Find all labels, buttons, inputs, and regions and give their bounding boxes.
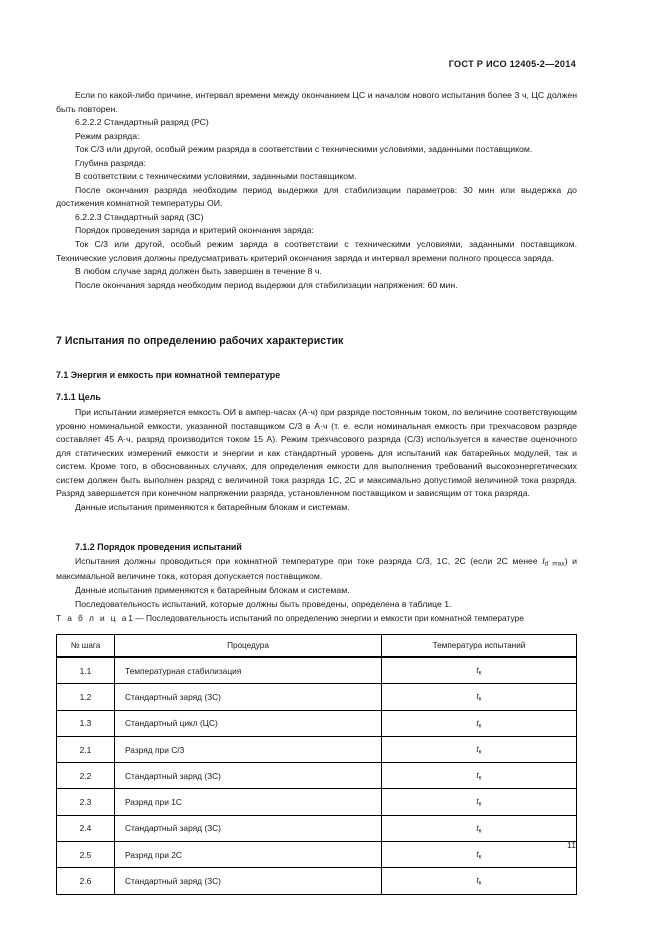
cell-step-number: 2.5	[57, 842, 115, 868]
temperature-variable-subscript: к	[478, 854, 482, 861]
cell-temperature	[382, 868, 577, 894]
paragraph-retest-interval: Если по какой-либо причине, интервал времени между окончанием ЦС и началом нового испытания более 3 ч, ЦС должен быть повторен.	[56, 90, 577, 114]
table-caption-number: 1	[128, 613, 133, 623]
temperature-variable	[476, 718, 481, 728]
temperature-variable-symbol: t	[476, 770, 479, 781]
temperature-variable-subscript: к	[478, 749, 482, 756]
cell-temperature	[382, 789, 577, 815]
cell-procedure: Разряд при С/3	[115, 736, 382, 762]
paragraph-711-purpose: При испытании измеряется емкость ОИ в ампер-часах (А·ч) при разряде постоянным током, по величине соответствующим уровню номинальной емкости, указанной поставщиком С/3 в А·ч (т. е. если номинальная емкость при трехчасовом разряде составляет 45 А·ч, разряд производится током 15 А). Режим трехчасового разряда (С/3) используется в качестве оценочного для статических измерений емкости и энергии и как стандартный уровень для испытаний как батарейных модулей, так и систем. Кроме того, в обоснованных случаях, для определения емкости для выполнения требований высокоэнергетических систем должен быть выполнен разряд с величиной тока разряда 1С, 2С и максимально допустимой величиной тока разряда. Разряд завершается при конечном напряжении разряда, установленном поставщиком и зависящим от тока разряда.	[56, 407, 577, 499]
temperature-variable-symbol: t	[476, 691, 479, 702]
cell-step-number: 2.4	[57, 815, 115, 841]
paragraph-group-712	[56, 541, 577, 611]
paragraph-discharge-current: Ток С/3 или другой, особый режим разряда в соответствии с техническими условиями, заданными поставщиком.	[75, 144, 533, 155]
table-header	[57, 635, 577, 658]
temperature-variable-symbol: t	[476, 849, 479, 860]
test-sequence-table-wrapper	[56, 634, 576, 895]
temperature-variable-subscript: к	[478, 828, 482, 835]
temperature-variable	[476, 849, 481, 859]
paragraph-depth-of-discharge-spec: В соответствии с техническими условиями, заданными поставщиком.	[75, 171, 357, 182]
cell-step-number: 2.3	[57, 789, 115, 815]
table-row	[57, 789, 577, 815]
current-variable-symbol: I	[542, 555, 545, 566]
table-row	[57, 684, 577, 710]
document-header-standard-number: ГОСТ Р ИСО 12405-2—2014	[448, 59, 576, 69]
heading-section-7-1-2-inline	[56, 541, 577, 555]
paragraph-711-applicability: Данные испытания применяются к батарейным блокам и системам.	[75, 501, 350, 512]
column-header-procedure: Процедура	[115, 635, 382, 657]
table-row	[57, 710, 577, 736]
paragraph-712-applicability: Данные испытания применяются к батарейным блокам и системам.	[75, 585, 350, 596]
cell-temperature	[382, 763, 577, 789]
table-caption-dash: —	[135, 613, 144, 623]
cell-procedure: Стандартный цикл (ЦС)	[115, 710, 382, 736]
paragraph-712-text-before: Испытания должны проводиться при комнатной температуре при токе разряда С/3, 1С, 2С (если 2С менее	[75, 555, 543, 566]
paragraph-depth-of-discharge-label: Глубина разряда:	[75, 157, 146, 168]
table-row	[57, 842, 577, 868]
temperature-variable-symbol: t	[476, 875, 479, 886]
cell-procedure: Разряд при 1С	[115, 789, 382, 815]
cell-procedure: Стандартный заряд (ЗС)	[115, 868, 382, 894]
cell-step-number: 2.2	[57, 763, 115, 789]
test-sequence-table	[56, 634, 577, 895]
cell-procedure: Стандартный заряд (ЗС)	[115, 763, 382, 789]
cell-temperature	[382, 815, 577, 841]
temperature-variable-subscript: к	[478, 722, 482, 729]
paragraph-712-test-conditions	[56, 555, 577, 584]
paragraph-rest-period-after-discharge: После окончания разряда необходим период выдержки для стабилизации параметров: 30 мин или выдержка до достижения комнатной температуры ОИ.	[56, 184, 577, 209]
cell-temperature	[382, 736, 577, 762]
temperature-variable	[476, 796, 481, 806]
temperature-variable	[476, 875, 481, 885]
table-row	[57, 815, 577, 841]
heading-section-7: 7 Испытания по определению рабочих характеристик	[56, 335, 344, 347]
paragraph-charge-procedure-label: Порядок проведения заряда и критерий окончания заряда:	[75, 225, 314, 236]
cell-step-number: 1.2	[57, 684, 115, 710]
current-variable	[542, 556, 565, 566]
paragraph-charge-duration: В любом случае заряд должен быть завершен в течение 8 ч.	[75, 266, 322, 277]
temperature-variable	[476, 823, 481, 833]
paragraph-rest-period-after-charge: После окончания заряда необходим период выдержки для стабилизации напряжения: 60 мин.	[75, 279, 458, 290]
paragraph-712-sequence-reference: Последовательность испытаний, которые должны быть проведены, определена в таблице 1.	[75, 598, 452, 609]
table-header-row	[57, 635, 577, 657]
table-row	[57, 658, 577, 684]
temperature-variable	[476, 691, 481, 701]
table-caption-label: Т а б л и ц а	[56, 613, 129, 623]
table-caption-text: Последовательность испытаний по определению энергии и емкости при комнатной температуре	[145, 613, 524, 623]
temperature-variable-subscript: к	[478, 696, 482, 703]
cell-temperature	[382, 710, 577, 736]
temperature-variable	[476, 665, 481, 675]
cell-step-number: 2.1	[57, 736, 115, 762]
table-body	[57, 658, 577, 895]
temperature-variable-subscript: к	[478, 775, 482, 782]
temperature-variable-symbol: t	[476, 664, 479, 675]
cell-step-number: 1.1	[57, 658, 115, 684]
cell-temperature	[382, 658, 577, 684]
cell-procedure: Разряд при 2С	[115, 842, 382, 868]
page-number: 11	[567, 840, 576, 850]
cell-procedure: Температурная стабилизация	[115, 658, 382, 684]
cell-step-number: 2.6	[57, 868, 115, 894]
temperature-variable-symbol: t	[476, 796, 479, 807]
temperature-variable-symbol: t	[476, 822, 479, 833]
column-header-temperature: Температура испытаний	[382, 635, 577, 657]
column-header-step: № шага	[57, 635, 115, 657]
cell-step-number: 1.3	[57, 710, 115, 736]
table-row	[57, 736, 577, 762]
heading-section-7-1-1: 7.1.1 Цель	[56, 392, 101, 402]
paragraph-712-text-after: ) и максимальной величине тока, которая допускается поставщиком.	[56, 555, 577, 582]
clause-6-2-2-2-heading: 6.2.2.2 Стандартный разряд (РС)	[75, 117, 209, 128]
temperature-variable-symbol: t	[476, 743, 479, 754]
table-row	[57, 763, 577, 789]
temperature-variable-subscript: к	[478, 880, 482, 887]
table-caption	[56, 613, 577, 623]
paragraph-group-top	[56, 89, 577, 292]
table-row	[57, 868, 577, 894]
paragraph-discharge-mode-label: Режим разряда:	[75, 130, 140, 141]
clause-6-2-2-3-heading: 6.2.2.3 Стандартный заряд (ЗС)	[75, 211, 204, 222]
temperature-variable-symbol: t	[476, 717, 479, 728]
cell-procedure: Стандартный заряд (ЗС)	[115, 815, 382, 841]
heading-section-7-1-2-text: 7.1.2 Порядок проведения испытаний	[75, 542, 242, 552]
current-variable-subscript: d max	[544, 559, 565, 567]
cell-procedure: Стандартный заряд (ЗС)	[115, 684, 382, 710]
heading-section-7-1: 7.1 Энергия и емкость при комнатной температуре	[56, 370, 281, 380]
temperature-variable-subscript: к	[478, 670, 482, 677]
paragraph-group-711	[56, 406, 577, 514]
temperature-variable	[476, 744, 481, 754]
cell-temperature	[382, 684, 577, 710]
temperature-variable	[476, 770, 481, 780]
paragraph-charge-current: Ток С/3 или другой, особый режим заряда в соответствии с техническими условиями, заданными поставщиком. Технические условия должны предусматривать критерий окончания заряда и интервал времени полного процесса заряда.	[56, 239, 577, 263]
cell-temperature	[382, 842, 577, 868]
temperature-variable-subscript: к	[478, 801, 482, 808]
